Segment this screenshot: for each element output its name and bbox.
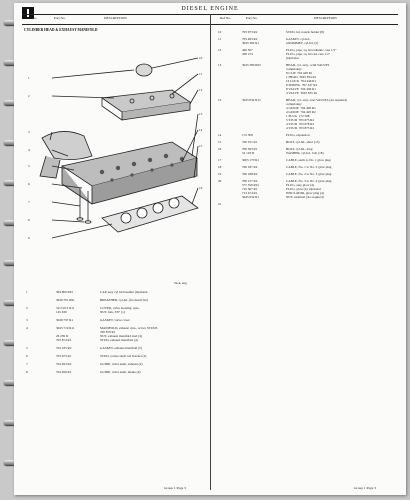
right-entry-part: 3045 380 R93: [242, 63, 261, 67]
left-entry-ref: 7: [26, 362, 28, 366]
right-entry-ref: 17: [218, 158, 222, 162]
header-description: DESCRIPTION: [104, 16, 127, 20]
left-entry-part: 3045 719 R11 26 239 D 703 874 R1: [56, 326, 75, 342]
left-entry-desc: GUIDE, valve stem, intake (4): [100, 370, 141, 374]
left-entry-ref: 3: [26, 318, 28, 322]
right-entry-desc: BOLT, cyl-hd., long WASHER, cyl-hd., bolt (18): [286, 147, 324, 155]
left-entry-desc: CAP, assy cyl hd breather (Optional: [100, 290, 148, 294]
left-entry-desc: MANIFOLD, exhaust cpte., w/two STUDS 700 879 R1 NUT, exhaust manifold stud (4) STUD, exhaust manifold (4): [100, 326, 158, 342]
callout-12: 12: [199, 88, 203, 92]
right-entry-ref: 18: [218, 165, 222, 169]
right-entry-ref: 15: [218, 140, 222, 144]
header-part: Part No.: [54, 16, 66, 20]
right-entry-desc: HEAD, cyl. assy., with VALVES comprising: 8 CLIP 704 448 R1 1 HEAD 3045 834 R1 16 LOCK 704 446 R1 8 SPRING 707 347 R2 8 VALVE 704 436 R1 4 VALVE 3045 835 R1: [286, 63, 330, 95]
right-entry-part: 706 593 R1 52 118 D: [242, 147, 258, 155]
left-entry-part: 704 493 R2: [56, 362, 72, 366]
right-entry-ref: 20: [218, 179, 222, 183]
callout-13: 13: [199, 112, 203, 116]
right-entry-desc: CABLE, No. 1 to No. 2 glow plug: [286, 165, 332, 169]
right-entry-part: 3065 170 R1: [242, 158, 260, 162]
callout-6: 6: [28, 182, 30, 186]
right-entry-ref: 19: [218, 172, 222, 176]
left-entry-ref: 4: [26, 326, 28, 330]
left-entry-part: 704 185 R2: [56, 346, 72, 350]
section-title: CYLINDER HEAD & EXHAUST MANIFOLD: [24, 28, 98, 32]
right-entry-ref: 13: [218, 98, 222, 102]
right-entry-desc: CABLE, No. 2 to No. 3 glow plug: [286, 172, 332, 176]
left-entry-ref: 8: [26, 370, 28, 374]
left-entry-part: 703 673 R1: [56, 354, 72, 358]
callout-7: 7: [28, 200, 30, 204]
right-entry-ref: 13: [218, 63, 222, 67]
right-entry-ref: 16: [218, 147, 222, 151]
right-entry-ref: 14: [218, 133, 222, 137]
footer-left: Group 1 Page 3: [164, 486, 186, 490]
left-entry-part: 3115 015 R11 145 636: [56, 306, 75, 314]
right-entry-desc: PLUG, pipe, sq. hd radiantic cass 1/2" PLUG, pipe, sq. hd cast cass 1/2" (Optional: [286, 48, 337, 60]
callout-5: 5: [28, 164, 30, 168]
right-entry-part: 172 508: [242, 133, 253, 137]
right-entry-desc: CABLE, No. 3 to No. 4 glow plug PLUG, assy glow (4) PLUG, glow (4) Optional INSULATOR, glow plug (4) NUT, terminal (As required): [286, 179, 332, 199]
header-description-right: DESCRIPTION: [314, 16, 337, 20]
right-entry-part: 706 157 R2 577 356 R91 710 367 R1 713 474 R1 3045 634 R1: [242, 179, 260, 199]
page-title: DIESEL ENGINE: [181, 6, 239, 12]
right-entry-desc: HEAD, cyl. assy., less VALVES (As required) comprising: 4 GUIDE 704 490 R1 4 GUIDE 704 493 R2 1 PLUG 172 508 5 STUD 703 673 R2 4 STUD 703 678 R2 4 STUD 703 873 R2: [286, 98, 347, 130]
left-entry-desc: BREATHER, cyl-hd. (for detail list): [100, 298, 148, 302]
right-entry-part: 3045 834 R13: [242, 98, 261, 102]
callout-8: 8: [28, 218, 30, 222]
left-entry-desc: STUD, rocker shaft rod bracket (2): [100, 354, 147, 358]
right-entry-part: 706 187 R2: [242, 165, 258, 169]
footer-right: Group 1 Page 3: [354, 486, 376, 490]
right-entry-desc: STUD, inj. nozzle holder (8): [286, 30, 324, 34]
callout-4: 4: [28, 148, 30, 152]
callout-2: 2: [28, 94, 30, 98]
right-entry-part: 703 493 R2 3045 382 R1: [242, 37, 260, 45]
header-ref-right: Ref No.: [220, 16, 232, 20]
callout-16: 16: [199, 186, 203, 190]
header-part-right: Part No.: [246, 16, 258, 20]
header-ref: Ref No.: [26, 16, 38, 20]
right-entry-part: 703 673 R2: [242, 30, 258, 34]
left-entry-desc: GASKET, valve cover: [100, 318, 130, 322]
right-entry-desc: CABLE, earth to No. 1 glow plug: [286, 158, 331, 162]
callout-11: 11: [199, 72, 203, 76]
right-entry-desc: BOLT, cyl-hd., short (15): [286, 140, 320, 144]
figure-caption: Teck, eng: [174, 281, 187, 285]
left-entry-part: 704 490 R1: [56, 370, 72, 374]
right-entry-desc: PLUG, expansion: [286, 133, 310, 137]
right-entry-ref: 12: [218, 48, 222, 52]
column-divider: [210, 14, 211, 490]
left-entry-part: 3049 791 R91: [56, 298, 75, 302]
callout-1: 1: [28, 76, 30, 80]
callout-14: 14: [199, 128, 203, 132]
callout-10: 10: [199, 56, 203, 60]
right-entry-desc: GASKET, cyl-hd., GROMMET, cyl-hd. (2): [286, 37, 319, 45]
right-entry-part: 706 188 R2: [242, 172, 258, 176]
manual-page: [14, 3, 406, 495]
right-entry-ref: 10: [218, 30, 222, 34]
right-entry-ref: 21: [218, 202, 222, 206]
left-entry-part: 3049 797 R1: [56, 318, 74, 322]
left-entry-ref: 2: [26, 306, 28, 310]
left-entry-part: 364 800 R91: [56, 290, 74, 294]
exploded-view-figure: [22, 38, 203, 248]
left-entry-desc: GUIDE, valve stem, exhaust (4): [100, 362, 143, 366]
left-entry-ref: 5: [26, 346, 28, 350]
callout-3: 3: [28, 130, 30, 134]
callout-15: 15: [199, 144, 203, 148]
left-entry-ref: 6: [26, 354, 28, 358]
left-entry-desc: COVER, valve housing, cpte., NUT, hex, 3/8" (1): [100, 306, 141, 314]
callout-9: 9: [28, 236, 30, 240]
left-entry-desc: GASKET, exhaust manifold (5): [100, 346, 142, 350]
left-entry-ref: 1: [26, 290, 28, 294]
right-entry-part: 446 507 438 153: [242, 48, 253, 56]
right-entry-ref: 11: [218, 37, 222, 41]
right-entry-part: 706 551 R1: [242, 140, 258, 144]
